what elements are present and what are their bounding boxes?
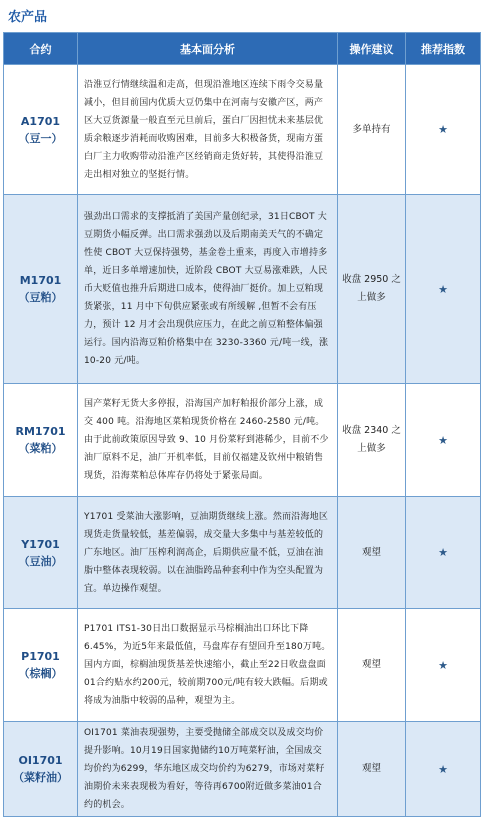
table-row <box>4 497 481 609</box>
contract-cell <box>4 65 78 195</box>
advice-cell: 多单持有 <box>338 65 406 195</box>
analysis-cell: 强劲出口需求的支撑抵消了美国产量创纪录，31日CBOT 大豆期货小幅反弹。出口需求强劲以及后期南美天气的不确定性使 CBOT 大豆保持强势，基金卷土重来，再度入市增持多单，近日多单增速加快，近阶段 CBOT 大豆易涨难跌，人民币大贬值也推升后期进口成本，使得油厂挺价。加上豆粕现货紧张，11 月中下旬供应紧张或有所缓解 ,但暂不会有压力，预计 12 月才会出现供应压力，在此之前豆粕整体偏强运行。国内沿海豆粕价格集中在 3230-3360 元/吨一线，涨 10-20 元/吨。 <box>78 195 338 384</box>
contract-name: （菜籽油） <box>13 771 68 784</box>
advice-cell: 收盘 2340 之上做多 <box>338 384 406 497</box>
advice-cell: 收盘 2950 之上做多 <box>338 195 406 384</box>
header-analysis: 基本面分析 <box>78 33 338 65</box>
contract-name: （豆粕） <box>18 291 63 304</box>
rating-star-icon: ★ <box>406 497 481 609</box>
contract-cell <box>4 384 78 497</box>
analysis-cell: OI1701 菜油表现强势，主要受抛储全部成交以及成交均价提升影响。10月19日国家抛储约10万吨菜籽油，全国成交均价约为6299，华东地区成交均价约为6279，市场对菜籽油期价未来表现极为看好，等待再6700附近做多菜油01合约的机会。 <box>78 722 338 817</box>
rating-star-icon: ★ <box>406 384 481 497</box>
table-row <box>4 609 481 722</box>
rating-star-icon: ★ <box>406 722 481 817</box>
contract-code: OI1701 <box>18 754 63 767</box>
analysis-cell: 沿淮豆行情继续温和走高，但现沿淮地区连续下雨令交易量减小，但目前国内优质大豆仍集中在河南与安徽产区，两产区大豆货源量一般直至元旦前后，蛋白厂因担忧未来基层优质余粮逐步消耗而收购困难，目前多大积极备货，现南方蛋白厂主力收购带动沿淮产区经销商走货好转，其使得沿淮豆走出相对独立的坚挺行情。 <box>78 65 338 195</box>
contract-code: P1701 <box>21 650 60 663</box>
table-row <box>4 384 481 497</box>
contract-cell <box>4 497 78 609</box>
rating-star-icon: ★ <box>406 609 481 722</box>
contract-cell <box>4 722 78 817</box>
section-title: 农产品 <box>8 10 48 25</box>
contract-code: RM1701 <box>15 425 66 438</box>
contract-cell <box>4 195 78 384</box>
contract-cell <box>4 609 78 722</box>
contract-name: （菜粕） <box>18 442 63 455</box>
analysis-cell: P1701 ITS1-30日出口数据显示马棕榈油出口环比下降6.45%，为近5年来最低值，马盘库存有望回升至180万吨。国内方面，棕榈油现货基差快速缩小，截止至22日收盘盘面01合约贴水约200元，较前期700元/吨有较大跌幅。后期或将成为油脂中较弱的品种，观望为主。 <box>78 609 338 722</box>
table-row <box>4 722 481 817</box>
contract-code: A1701 <box>20 114 61 128</box>
advice-cell: 观望 <box>338 497 406 609</box>
contract-name: （豆油） <box>18 554 63 568</box>
analysis-cell: 国产菜籽无货大多停报，沿海国产加籽粕报价部分上涨，成交 400 吨。沿海地区菜粕现货价格在 2460-2580 元/吨。由于此前政策原因导致 9、10 月份菜籽到港稀少，目前不少油厂原料不足，油厂开机率低，目前仅福建及钦州中粮销售现货，沿海菜粕总体库存仍将处于紧张局面。 <box>78 384 338 497</box>
contract-name: （棕榈） <box>18 667 63 680</box>
advice-cell: 观望 <box>338 609 406 722</box>
agri-table <box>3 32 481 817</box>
rating-star-icon: ★ <box>406 195 481 384</box>
contract-code: M1701 <box>19 274 62 287</box>
header-rating: 推荐指数 <box>406 33 481 65</box>
rating-star-icon: ★ <box>406 65 481 195</box>
contract-code: Y1701 <box>21 537 60 551</box>
contract-name: （豆一） <box>18 131 63 145</box>
table-row <box>4 65 481 195</box>
header-contract: 合约 <box>4 33 78 65</box>
advice-cell: 观望 <box>338 722 406 817</box>
table-row <box>4 195 481 384</box>
header-advice: 操作建议 <box>338 33 406 65</box>
analysis-cell: Y1701 受菜油大涨影响，豆油期货继续上涨。然而沿海地区现货走货量较低，基差偏弱，成交量大多集中与基差较低的广东地区。油厂压榨利润高企，后期供应量不低，豆油在油脂中整体表现较弱。以在油脂跨品种套利中作为空头配置为宜。单边操作观望。 <box>78 497 338 609</box>
